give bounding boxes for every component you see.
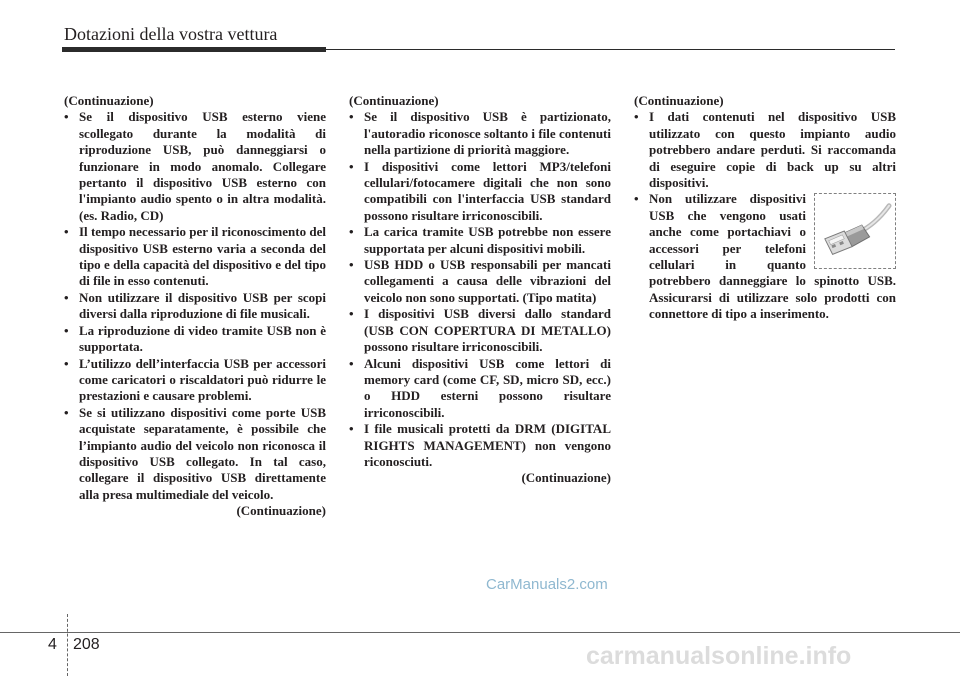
list-item: • Il tempo necessario per il riconoscimento del dispositivo USB esterno varia a seconda del tipo e della capacità del dispositivo e del tipo di file in esso contenuti. — [64, 224, 326, 290]
bullet-list — [64, 109, 326, 503]
list-item: • L’utilizzo dell’interfaccia USB per accessori come caricatori o riscaldatori può ridurre le prestazioni e causare problemi. — [64, 356, 326, 405]
list-item: • USB HDD o USB responsabili per mancati collegamenti a causa delle vibrazioni del veicolo non sono supportati. (Tipo matita) — [349, 257, 611, 306]
list-item: • La carica tramite USB potrebbe non essere supportata per alcuni dispositivi mobili. — [349, 224, 611, 257]
header-bar — [62, 47, 326, 52]
column-2 — [349, 93, 611, 487]
continued-label: (Continuazione) — [349, 93, 439, 108]
chapter-number: 4 — [48, 636, 57, 653]
list-item: • Se il dispositivo USB è partizionato, l'autoradio riconosce soltanto i file contenuti nella partizione di priorità maggiore. — [349, 109, 611, 158]
column-3 — [634, 93, 896, 323]
continues-label: (Continuazione) — [521, 470, 611, 486]
list-item-with-figure — [634, 191, 896, 322]
bullet-list — [349, 109, 611, 470]
list-item: • I dispositivi USB diversi dallo standard (USB CON COPERTURA DI METALLO) possono risultare irriconoscibili. — [349, 306, 611, 355]
continues-label: (Continuazione) — [236, 503, 326, 519]
list-item-text: Non utilizzare dispositivi USB che vengono usati anche come portachiavi o accessori per telefoni cellulari in quanto potrebbero danneggiare lo spinotto USB. Assicurarsi di utilizzare solo prodotti con connettore di tipo a inserimento. — [649, 191, 896, 322]
list-item: • I dati contenuti nel dispositivo USB utilizzato con questo impianto audio potrebbero andare perduti. Si raccomanda di eseguire copie di back up su altri dispositivi. — [634, 109, 896, 191]
list-item: • I dispositivi come lettori MP3/telefoni cellulari/fotocamere digitali che non sono compatibili con l'interfaccia USB standard possono risultare irriconoscibili. — [349, 159, 611, 225]
usb-stick-illustration — [815, 194, 895, 268]
list-item: • I file musicali protetti da DRM (DIGITAL RIGHTS MANAGEMENT) non vengono riconosciuti. — [349, 421, 611, 470]
list-item: • Se il dispositivo USB esterno viene scollegato durante la modalità di riproduzione USB, può danneggiarsi o funzionare in modo anomalo. Collegare pertanto il dispositivo USB esterno con l'impianto audio spento o in altra modalità. (es. Radio, CD) — [64, 109, 326, 224]
usb-stick-icon — [814, 193, 896, 269]
continued-label: (Continuazione) — [64, 93, 154, 108]
list-item: • Alcuni dispositivi USB come lettori di memory card (come CF, SD, micro SD, ecc.) o HDD esterni possono risultare irriconoscibili. — [349, 356, 611, 422]
list-item: • La riproduzione di video tramite USB non è supportata. — [64, 323, 326, 356]
column-1 — [64, 93, 326, 520]
footer-divider — [67, 614, 68, 676]
bullet-list — [634, 109, 896, 322]
header-rule — [326, 49, 895, 50]
site-watermark: CarManuals2.com — [486, 576, 608, 593]
list-item: • Se si utilizzano dispositivi come porte USB acquistate separatamente, è possibile che l’impianto audio del veicolo non riconosca il dispositivo USB collegato. In tal caso, collegare il dispositivo USB direttamente alla presa multimediale del veicolo. — [64, 405, 326, 503]
list-item: • Non utilizzare il dispositivo USB per scopi diversi dalla riproduzione di file musicali. — [64, 290, 326, 323]
footer-rule — [0, 632, 960, 633]
page-header-title: Dotazioni della vostra vettura — [64, 24, 278, 44]
continued-label: (Continuazione) — [634, 93, 724, 108]
page-number: 208 — [73, 636, 100, 653]
footer-watermark: carmanualsonline.info — [586, 642, 852, 670]
